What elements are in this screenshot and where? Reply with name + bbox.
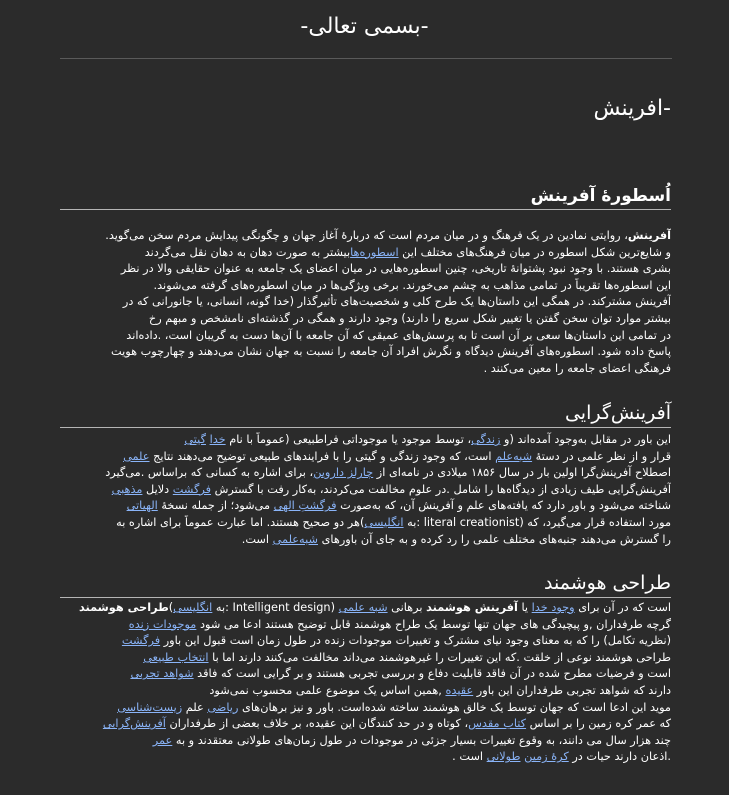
text-run: است . [452,750,487,764]
page-subtitle: -افرینش [593,96,671,121]
text-line [60,633,671,650]
text-run: چند هزار سال می دانند، به وقوع تغییرات بسیار جزئی در موجودات در طول زمان‌های طولانی معتقدند و به [172,733,671,747]
text-run: بیشتر موارد توان سخن گفتن یا تغییر شکل سریع را دارند) وجود دارند و همگی در گذشته‌ای نامشخص و مبهم رخ [148,311,671,325]
text-run: قرار و از نظر علمی در دستهٔ [532,449,671,463]
inline-link[interactable]: چارلز داروین [313,466,374,480]
section-paragraph-creationism [60,432,671,548]
text-line [60,617,671,634]
inline-link[interactable]: شبه علمی [338,601,388,614]
text-line [60,498,671,515]
text-run: ,همین اساس یک موضوع علمی محسوب نمی‌شود [209,683,446,697]
inline-link[interactable]: کرهٔ زمین [524,750,569,764]
text-run: در تمامی این داستان‌ها سعی بر آن است تا به پرسش‌های عمیقی که آن جامعه با آن‌ها دست به گریبان است، .داده‌اند [126,328,671,342]
text-line [60,716,671,733]
text-run: ، برای اشاره به کسانی که براساس .می‌گیرد [105,466,314,480]
inline-link[interactable]: انتخاب طبیعی [143,650,209,664]
text-run: (Intelligent design :به [212,601,339,614]
text-line [60,344,671,361]
text-run: ، توسط موجود یا موجوداتی فراطبیعی (عموماً با نام [225,433,472,446]
text-run: فرهنگی اعضای جامعه را معین می‌کنند . [483,361,671,375]
inline-link[interactable]: شبه‌علمی [272,532,318,546]
page-title: -بسمی تعالی- [300,14,429,39]
section-paragraph-intelligent-design [60,600,671,766]
text-run: است و فرضیات مطرح شده در آن فاقد قابلیت دفاع و بررسی تجربی هستند و بر گرایی است که فاقد [193,667,671,681]
text-run: می‌شود؛ از جمله نسخهٔ [157,499,274,513]
bold-term: آفرینش [627,229,671,242]
text-line [60,700,671,717]
text-line [60,465,671,482]
inline-link[interactable]: آفرینش‌گرایی [102,717,166,731]
text-line [60,432,671,449]
text-run: مورد استفاده قرار می‌گیرد، که (literal creationist :به [403,515,671,529]
text-line [60,245,671,262]
text-run: و شایع‌ترین شکل اسطوره در میان فرهنگ‌های مختلف این [398,245,671,259]
text-run: علم [182,700,208,714]
text-run: پاسخ داده شود. اسطوره‌های آفرینش دیدگاه و نگرش افراد آن جامعه را نسبت به جهان نشان می‌دهند و چهارچوب هویت [111,345,671,359]
text-run: ، کوتاه و در حد کنندگان این عقیده، بر خلاف بعضی از طرفداران [165,717,469,731]
text-line [60,328,671,345]
inline-link[interactable]: عمر [152,733,173,747]
inline-link[interactable]: خدا [209,433,226,446]
inline-link[interactable]: انگلیسی [173,601,213,614]
text-run: این باور در مقابل به‌وجود آمده‌اند (و [500,433,671,446]
text-line [60,361,671,378]
inline-link[interactable]: زندگی [471,433,501,446]
text-run: شناخته می‌شود و باور دارد که یافته‌های علم و آفرینش آن، که به‌صورت [336,499,671,513]
inline-link[interactable]: طولانی [486,750,521,764]
text-run: است که در آن برای [574,601,671,614]
inline-link[interactable]: کتاب مقدس [468,717,527,731]
inline-link[interactable]: وجود خدا [531,601,575,614]
title-divider [60,58,672,59]
text-line [60,749,671,766]
text-run: این اسطوره‌ها تقریباً در تمامی مذاهب به چشم می‌خورند. برخی ویژگی‌ها در میان اسطوره‌های گرفته می‌شوند. [153,278,671,292]
text-line [60,532,671,549]
text-run: ، روایتی نمادین در یک فرهنگ و در میان مردم است که دربارهٔ آغاز جهان و چگونگی پیدایش مردم سخن می‌گوید. [105,229,628,242]
inline-link[interactable]: انگلیسی [364,515,404,529]
text-line [60,683,671,700]
text-run: .اذعان دارند حیات در [568,750,671,764]
text-run: دلایل [142,482,173,496]
inline-link[interactable]: فرگشت [121,634,161,648]
text-line [60,311,671,328]
text-line [60,733,671,750]
text-line [60,278,671,295]
inline-link[interactable]: زیست‌شناسی [117,700,183,714]
inline-link[interactable]: موجودات زنده [128,617,197,631]
inline-link[interactable]: شواهد تجربی [130,667,194,681]
text-run: است. [241,532,273,546]
text-line [60,449,671,466]
inline-link[interactable]: مذهبی [111,482,143,496]
text-run: طراحی هوشمند نوعی از خلقت .که این تغییرات را غیرهوشمند می‌داند مخالفت می‌کنند دارند اما با [208,650,671,664]
section-heading-creation-myth: اُسطورهٔ آفرینش [60,186,671,210]
inline-link[interactable]: الهیاتی [126,499,158,513]
text-run: (نظریه تکامل) را که به معنای وجود نیای مشترک و تغییرات موجودات زنده در طول زمان است قبول این باور [160,634,671,648]
inline-link[interactable]: ریاضی [207,700,239,714]
bold-term: طراحی هوشمند [78,601,169,614]
section-paragraph-creation-myth [60,228,671,377]
text-line [60,482,671,499]
inline-link[interactable]: فرگشت [172,482,211,496]
text-line [60,294,671,311]
text-line [60,228,671,245]
text-run: بشری هستند. با وجود نبود پشتوانهٔ تاریخی، چنین اسطوره‌هایی در میان اعضای یک جامعه به عنوان حقایقی والا در نظر [120,262,671,276]
text-line [60,666,671,683]
text-line [60,600,671,617]
inline-link[interactable]: عقیده [445,683,474,697]
text-run: یا [517,601,532,614]
inline-link[interactable]: علمی [123,449,150,463]
inline-link[interactable]: فرگشتِ الهی [273,499,337,513]
inline-link[interactable]: شبه‌علم [495,449,533,463]
text-run: دارند که شواهد تجربی طرفداران این باور [473,683,671,697]
text-run: گرچه طرفداران ,و پیچیدگی های جهان تنها توسط یک طراح هوشمند قابل توضیح هستند ادعا می شود [196,617,671,631]
inline-link[interactable]: اسطوره‌ها [350,245,399,259]
text-run: آفرینش مشترکند. در همگی این داستان‌ها یک طرح کلی و شخصیت‌های تأثیرگذار (خدا گونه، انسانی، یا جانورانی که در [122,295,671,309]
inline-link[interactable]: گیتی [184,433,206,446]
text-run: اصطلاح آفرینش‌گرا اولین بار در سال ۱۸۵۶ میلادی در نامه‌ای از [373,466,671,480]
text-line [60,261,671,278]
text-run: موید این ادعا است که جهان توسط یک خالق هوشمند ساخته شده‌است. باور و نیز برهان‌های [238,700,671,714]
text-run: آفرینش‌گرایی طیف زیادی از دیدگاه‌ها را شامل .در علوم مخالفت می‌کردند، به‌کار رفت با گسترش [210,482,671,496]
text-run: )هر دو صحیح هستند. اما عبارت عموماً برای اشاره به [116,515,365,529]
section-heading-intelligent-design: طراحی هوشمند [60,572,671,598]
text-line [60,515,671,532]
text-run: که عمر کره زمین را بر اساس [526,717,671,731]
text-line [60,650,671,667]
bold-term: آفرینش هوشمند [426,601,518,614]
text-run: است، که وجود زندگی و گیتی را با فرایندهای طبیعی توضیح می‌دهند نتایج [149,449,496,463]
text-run: ) [168,601,174,614]
text-run: برهانی [387,601,427,614]
section-heading-creationism: آفرینش‌گرایی [60,402,671,428]
text-run: بیشتر به صورت دهان به دهان نقل می‌گردند [144,245,351,259]
text-run: را گسترش می‌دهند جنبه‌های مختلف علمی را رد کرده و به جای آن باورهای [317,532,671,546]
